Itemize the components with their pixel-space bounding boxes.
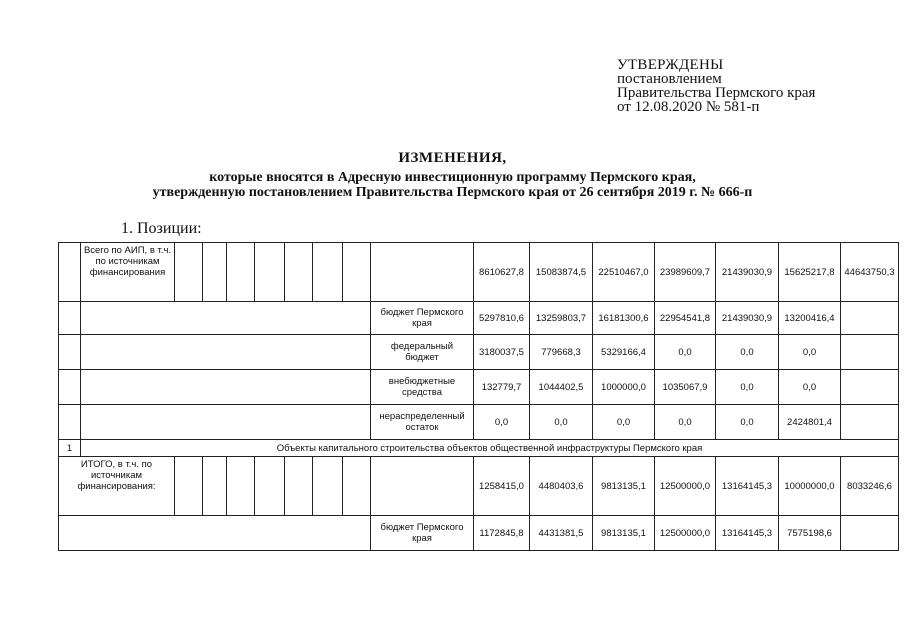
- itogo-source-value: 1172845,8: [474, 516, 530, 551]
- approval-line-4: от 12.08.2020 № 581-п: [617, 99, 760, 115]
- source-value: 22954541,8: [655, 302, 716, 335]
- table-cell: [841, 516, 899, 551]
- table-cell: [227, 243, 255, 302]
- source-value: 0,0: [716, 335, 779, 370]
- investment-program-table: [58, 242, 899, 551]
- source-value: 779668,3: [530, 335, 593, 370]
- source-value: 0,0: [655, 335, 716, 370]
- itogo-value: 1258415,0: [474, 457, 530, 516]
- table-cell-empty: [81, 370, 371, 405]
- table-cell: [841, 335, 899, 370]
- table-cell: [255, 457, 285, 516]
- source-value: 2424801,4: [779, 405, 841, 440]
- table-cell: [343, 243, 371, 302]
- table-cell: [59, 335, 81, 370]
- table-cell: [841, 302, 899, 335]
- table-cell: [371, 243, 474, 302]
- itogo-source-value: 9813135,1: [593, 516, 655, 551]
- table-cell: [841, 405, 899, 440]
- table-cell: [175, 457, 203, 516]
- approval-stamp: [617, 58, 847, 114]
- table-cell: [255, 243, 285, 302]
- total-value: 15083874,5: [530, 243, 593, 302]
- source-value: 0,0: [716, 405, 779, 440]
- source-value: 13259803,7: [530, 302, 593, 335]
- total-value: 15625217,8: [779, 243, 841, 302]
- table-cell-empty: [81, 405, 371, 440]
- source-value: 5329166,4: [593, 335, 655, 370]
- table-cell: [59, 243, 81, 302]
- total-label: Всего по АИП, в т.ч. по источникам финансирования: [81, 243, 175, 302]
- source-label: внебюджетные средства: [371, 370, 474, 405]
- source-value: 16181300,6: [593, 302, 655, 335]
- itogo-source-value: 7575198,6: [779, 516, 841, 551]
- itogo-source-label: бюджет Пермского края: [371, 516, 474, 551]
- section-title: Объекты капитального строительства объектов общественной инфраструктуры Пермского края: [81, 440, 899, 457]
- total-value: 44643750,3: [841, 243, 899, 302]
- table-cell: [313, 457, 343, 516]
- itogo-value: 9813135,1: [593, 457, 655, 516]
- source-value: 0,0: [779, 370, 841, 405]
- source-value: 5297810,6: [474, 302, 530, 335]
- table-cell-empty: [81, 302, 371, 335]
- table-row-itogo-source: [59, 516, 899, 551]
- total-value: 23989609,7: [655, 243, 716, 302]
- source-value: 0,0: [655, 405, 716, 440]
- total-value: 8610627,8: [474, 243, 530, 302]
- source-value: 0,0: [779, 335, 841, 370]
- table-cell: [313, 243, 343, 302]
- table-cell: [841, 370, 899, 405]
- table-cell: [285, 457, 313, 516]
- table-cell: [227, 457, 255, 516]
- table-cell: [371, 457, 474, 516]
- table-row-section: [59, 440, 899, 457]
- source-value: 21439030,9: [716, 302, 779, 335]
- source-value: 3180037,5: [474, 335, 530, 370]
- document-subtitle-line-1: которые вносятся в Адресную инвестиционную программу Пермского края,: [209, 170, 696, 185]
- itogo-label: ИТОГО, в т.ч. по источникам финансирования:: [59, 457, 175, 516]
- table-cell: [59, 405, 81, 440]
- source-label: федеральный бюджет: [371, 335, 474, 370]
- source-value: 0,0: [716, 370, 779, 405]
- approval-line-2: постановлением: [617, 71, 722, 87]
- approval-line-3: Правительства Пермского края: [617, 85, 816, 101]
- table-cell: [343, 457, 371, 516]
- source-value: 132779,7: [474, 370, 530, 405]
- table-row-source: [59, 405, 899, 440]
- total-value: 21439030,9: [716, 243, 779, 302]
- section-number: 1: [59, 440, 81, 457]
- source-label: бюджет Пермского края: [371, 302, 474, 335]
- source-value: 13200416,4: [779, 302, 841, 335]
- itogo-value: 12500000,0: [655, 457, 716, 516]
- table-cell: [203, 243, 227, 302]
- source-label: нераспределенный остаток: [371, 405, 474, 440]
- table-cell: [59, 302, 81, 335]
- document-title: ИЗМЕНЕНИЯ,: [398, 150, 507, 166]
- table-row-total: [59, 243, 899, 302]
- source-value: 1044402,5: [530, 370, 593, 405]
- itogo-value: 10000000,0: [779, 457, 841, 516]
- source-value: 0,0: [474, 405, 530, 440]
- itogo-value: 8033246,6: [841, 457, 899, 516]
- table-cell: [203, 457, 227, 516]
- section-label: 1. Позиции:: [121, 220, 202, 237]
- source-value: 0,0: [593, 405, 655, 440]
- table-row-itogo: [59, 457, 899, 516]
- source-value: 1000000,0: [593, 370, 655, 405]
- table-cell-empty: [81, 335, 371, 370]
- itogo-value: 13164145,3: [716, 457, 779, 516]
- table-cell: [285, 243, 313, 302]
- itogo-source-value: 13164145,3: [716, 516, 779, 551]
- table-row-source: [59, 370, 899, 405]
- itogo-value: 4480403,6: [530, 457, 593, 516]
- itogo-source-value: 4431381,5: [530, 516, 593, 551]
- itogo-source-value: 12500000,0: [655, 516, 716, 551]
- table-cell-empty: [59, 516, 371, 551]
- source-value: 1035067,9: [655, 370, 716, 405]
- table-cell: [175, 243, 203, 302]
- total-value: 22510467,0: [593, 243, 655, 302]
- approval-heading: УТВЕРЖДЕНЫ: [617, 57, 724, 73]
- source-value: 0,0: [530, 405, 593, 440]
- table-row-source: [59, 302, 899, 335]
- table-cell: [59, 370, 81, 405]
- document-subtitle-line-2: утвержденную постановлением Правительства Пермского края от 26 сентября 2019 г. № 666-п: [152, 185, 753, 200]
- table-row-source: [59, 335, 899, 370]
